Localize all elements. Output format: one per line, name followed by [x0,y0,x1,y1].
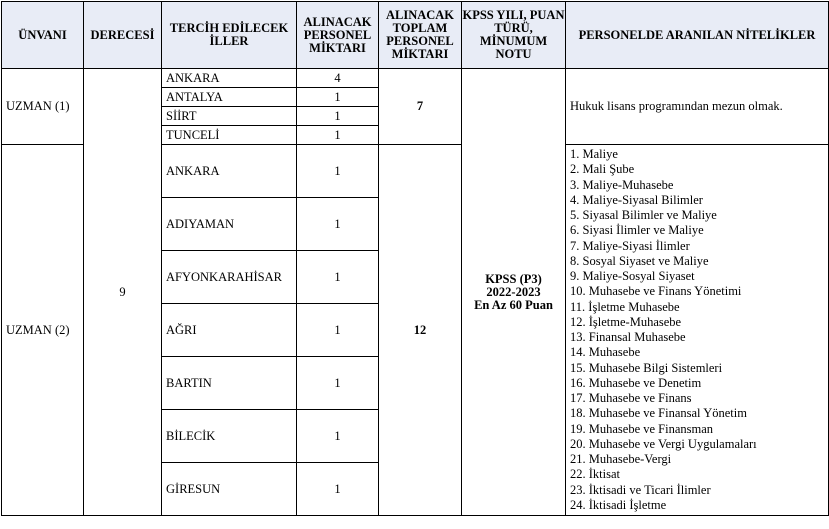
city-count: 1 [297,198,379,251]
city-name: AĞRI [162,304,297,357]
qualification-item: 2. Mali Şube [570,162,635,177]
qualification-item: 3. Maliye-Muhasebe [570,177,674,192]
header-toplam: ALINACAK TOPLAM PERSONEL MİKTARI [379,2,462,69]
header-alinacak: ALINACAK PERSONEL MİKTARI [297,2,379,69]
qualification-item: 4. Maliye-Siyasal Bilimler [570,192,703,207]
city-count: 1 [297,357,379,410]
city-count: 1 [297,145,379,198]
header-nitelikler: PERSONELDE ARANILAN NİTELİKLER [566,2,829,69]
qualification-item: 19. Muhasebe ve Finansman [570,421,714,436]
qualification-item: 22. İktisat [570,467,620,482]
header-tercih: TERCİH EDİLECEK İLLER [162,2,297,69]
personnel-table [1,1,829,516]
city-name: ANTALYA [162,88,297,107]
qualification-item: 13. Finansal Muhasebe [570,330,686,344]
city-name: TUNCELİ [162,126,297,145]
uzman2-total: 12 [379,145,462,516]
qualification-item: 10. Muhasebe ve Finans Yönetimi [570,284,742,299]
city-count: 1 [297,251,379,304]
qualification-item: 5. Siyasal Bilimler ve Maliye [570,208,717,222]
city-count: 1 [297,463,379,516]
city-count: 1 [297,304,379,357]
city-count: 1 [297,107,379,126]
uzman1-title: UZMAN (1) [2,69,84,145]
qualification-item: 20. Muhasebe ve Vergi Uygulamaları [570,436,757,451]
city-count: 1 [297,410,379,463]
city-name: ANKARA [162,145,297,198]
header-unvani: ÜNVANI [2,2,84,69]
qualification-item: 7. Maliye-Siyasi İlimler [570,238,690,253]
kpss-line3: En Az 60 Puan [474,297,553,312]
header-row [2,2,829,69]
qualification-item: 17. Muhasebe ve Finans [570,391,692,405]
city-name: ADIYAMAN [162,198,297,251]
qualification-item: 8. Sosyal Siyaset ve Maliye [570,253,709,268]
uzman2-title: UZMAN (2) [2,145,84,516]
qualification-item: 24. İktisadi İşletme [570,497,667,512]
qualification-item: 14. Muhasebe [570,345,641,360]
city-name: GİRESUN [162,463,297,516]
qualification-item: 21. Muhasebe-Vergi [570,452,672,466]
city-name: SİİRT [162,107,297,126]
qualification-item: 12. İşletme-Muhasebe [570,314,682,329]
city-name: BİLECİK [162,410,297,463]
qualification-item: 18. Muhasebe ve Finansal Yönetim [570,406,747,421]
derece-value: 9 [84,69,162,516]
uzman2-qualifications [566,145,829,516]
uzman1-qualification: Hukuk lisans programından mezun olmak. [566,69,829,145]
city-count: 1 [297,126,379,145]
city-name: AFYONKARAHİSAR [162,251,297,304]
qualification-item: 15. Muhasebe Bilgi Sistemleri [570,360,723,375]
uzman1-total: 7 [379,69,462,145]
table-row [2,69,829,88]
qualification-item: 23. İktisadi ve Ticari İlimler [570,482,711,497]
header-kpss: KPSS YILI, PUAN TÜRÜ, MİNUMUM NOTU [462,2,566,69]
qualification-item: 6. Siyasi İlimler ve Maliye [570,223,704,238]
qualification-item: 16. Muhasebe ve Denetim [570,375,702,390]
city-count: 1 [297,88,379,107]
kpss-note [462,69,566,516]
qualification-item: 9. Maliye-Sosyal Siyaset [570,269,695,283]
qualification-item: 1. Maliye [570,147,618,161]
city-name: ANKARA [162,69,297,88]
kpss-line2: 2022-2023 [486,284,541,299]
city-name: BARTIN [162,357,297,410]
qualification-item: 11. İşletme Muhasebe [570,299,680,314]
header-derecesi: DERECESİ [84,2,162,69]
kpss-line1: KPSS (P3) [485,271,542,286]
city-count: 4 [297,69,379,88]
